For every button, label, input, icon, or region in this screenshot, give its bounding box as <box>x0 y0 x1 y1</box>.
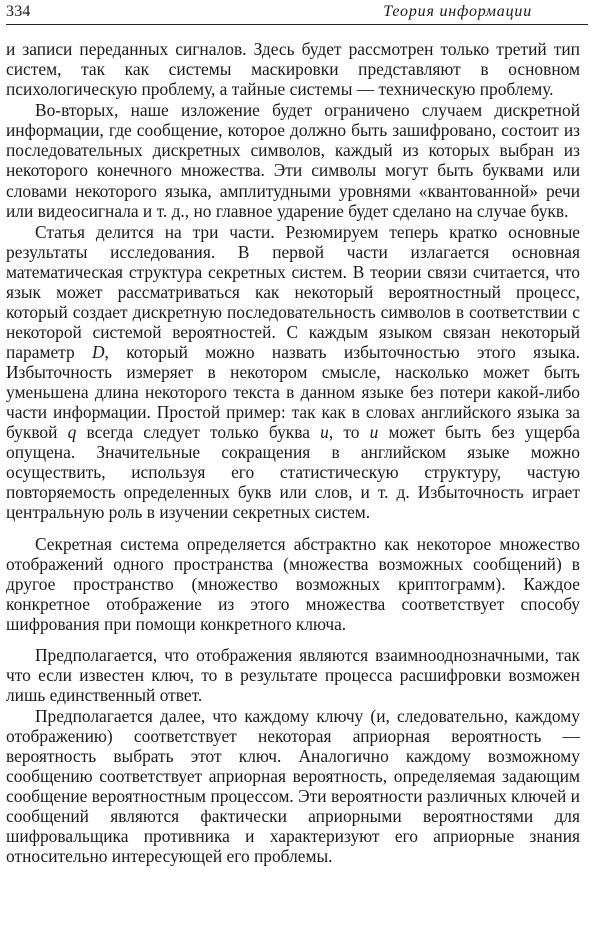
paragraph-continuation: и записи переданных сигналов. Здесь будет рассмотрен только третий тип систем, так как системы маскировки представляют в основном психологическую проблему, а тайные системы — техническую проблему. <box>6 39 580 100</box>
running-title: Теория информации <box>383 3 532 20</box>
page-number: 334 <box>6 3 31 20</box>
paragraph-second-point: Во-вторых, наше изложение будет ограничено случаем дискретной информации, где сообщение, которое должно быть зашифровано, состоит из последовательных дискретных символов, каждый из которых выбран из некоторого конечного множества. Эти символы могут быть буквами или словами некоторого языка, амплитудными уровнями «квантованной» речи или видеосигнала и т. д., но главное ударение будет сделано на случае букв. <box>6 100 580 221</box>
body-text <box>6 39 580 866</box>
paragraph-article-overview: Статья делится на три части. Резюмируем теперь кратко основные результаты исследования. В первой части излагается основная математическая структура секретных систем. В теории связи считается, что язык может рассматриваться как некоторый вероятностный процесс, который создает дискретную последовательность символов в соответствии с некоторой системой вероятностей. С каждым языком связан некоторый параметр D, который можно назвать избыточностью этого языка. Избыточность измеряет в некотором смысле, насколько может быть уменьшена длина некоторого текста в данном языке без потери какой-либо части информации. Простой пример: так как в словах английского языка за буквой q всегда следует только буква u, то u может быть без ущерба опущена. Значительные сокращения в английском языке можно осуществить, используя его статистическую структуру, частую повторяемость определенных букв или слов, и т. д. Избыточность играет центральную роль в изучении секретных систем. <box>6 221 581 523</box>
paragraph-secret-system-definition: Секретная система определяется абстрактно как некоторое множество отображений одного пространства (множества возможных сообщений) в другое пространство (множество возможных криптограмм). Каждое конкретное отображение из этого множества соответствует способу шифрования при помощи конкретного ключа. <box>6 533 580 634</box>
paragraph-a-priori-probabilities: Предполагается далее, что каждому ключу (и, следовательно, каждому отображению) соответствует некоторая априорная вероятность — вероятность выбрать этот ключ. Аналогично каждому возможному сообщению соответствует априорная вероятность, определяемая задающим сообщение вероятностным процессом. Эти вероятности различных ключей и сообщений являются фактически априорными вероятностями для шифровальщика противника и характеризуют его априорные знания относительно интересующей его проблемы. <box>6 706 580 867</box>
running-header <box>6 0 588 25</box>
paragraph-one-to-one-mappings: Предполагается, что отображения являются взаимнооднозначными, так что если известен ключ, то в результате процесса расшифровки возможен лишь единственный ответ. <box>6 644 580 705</box>
